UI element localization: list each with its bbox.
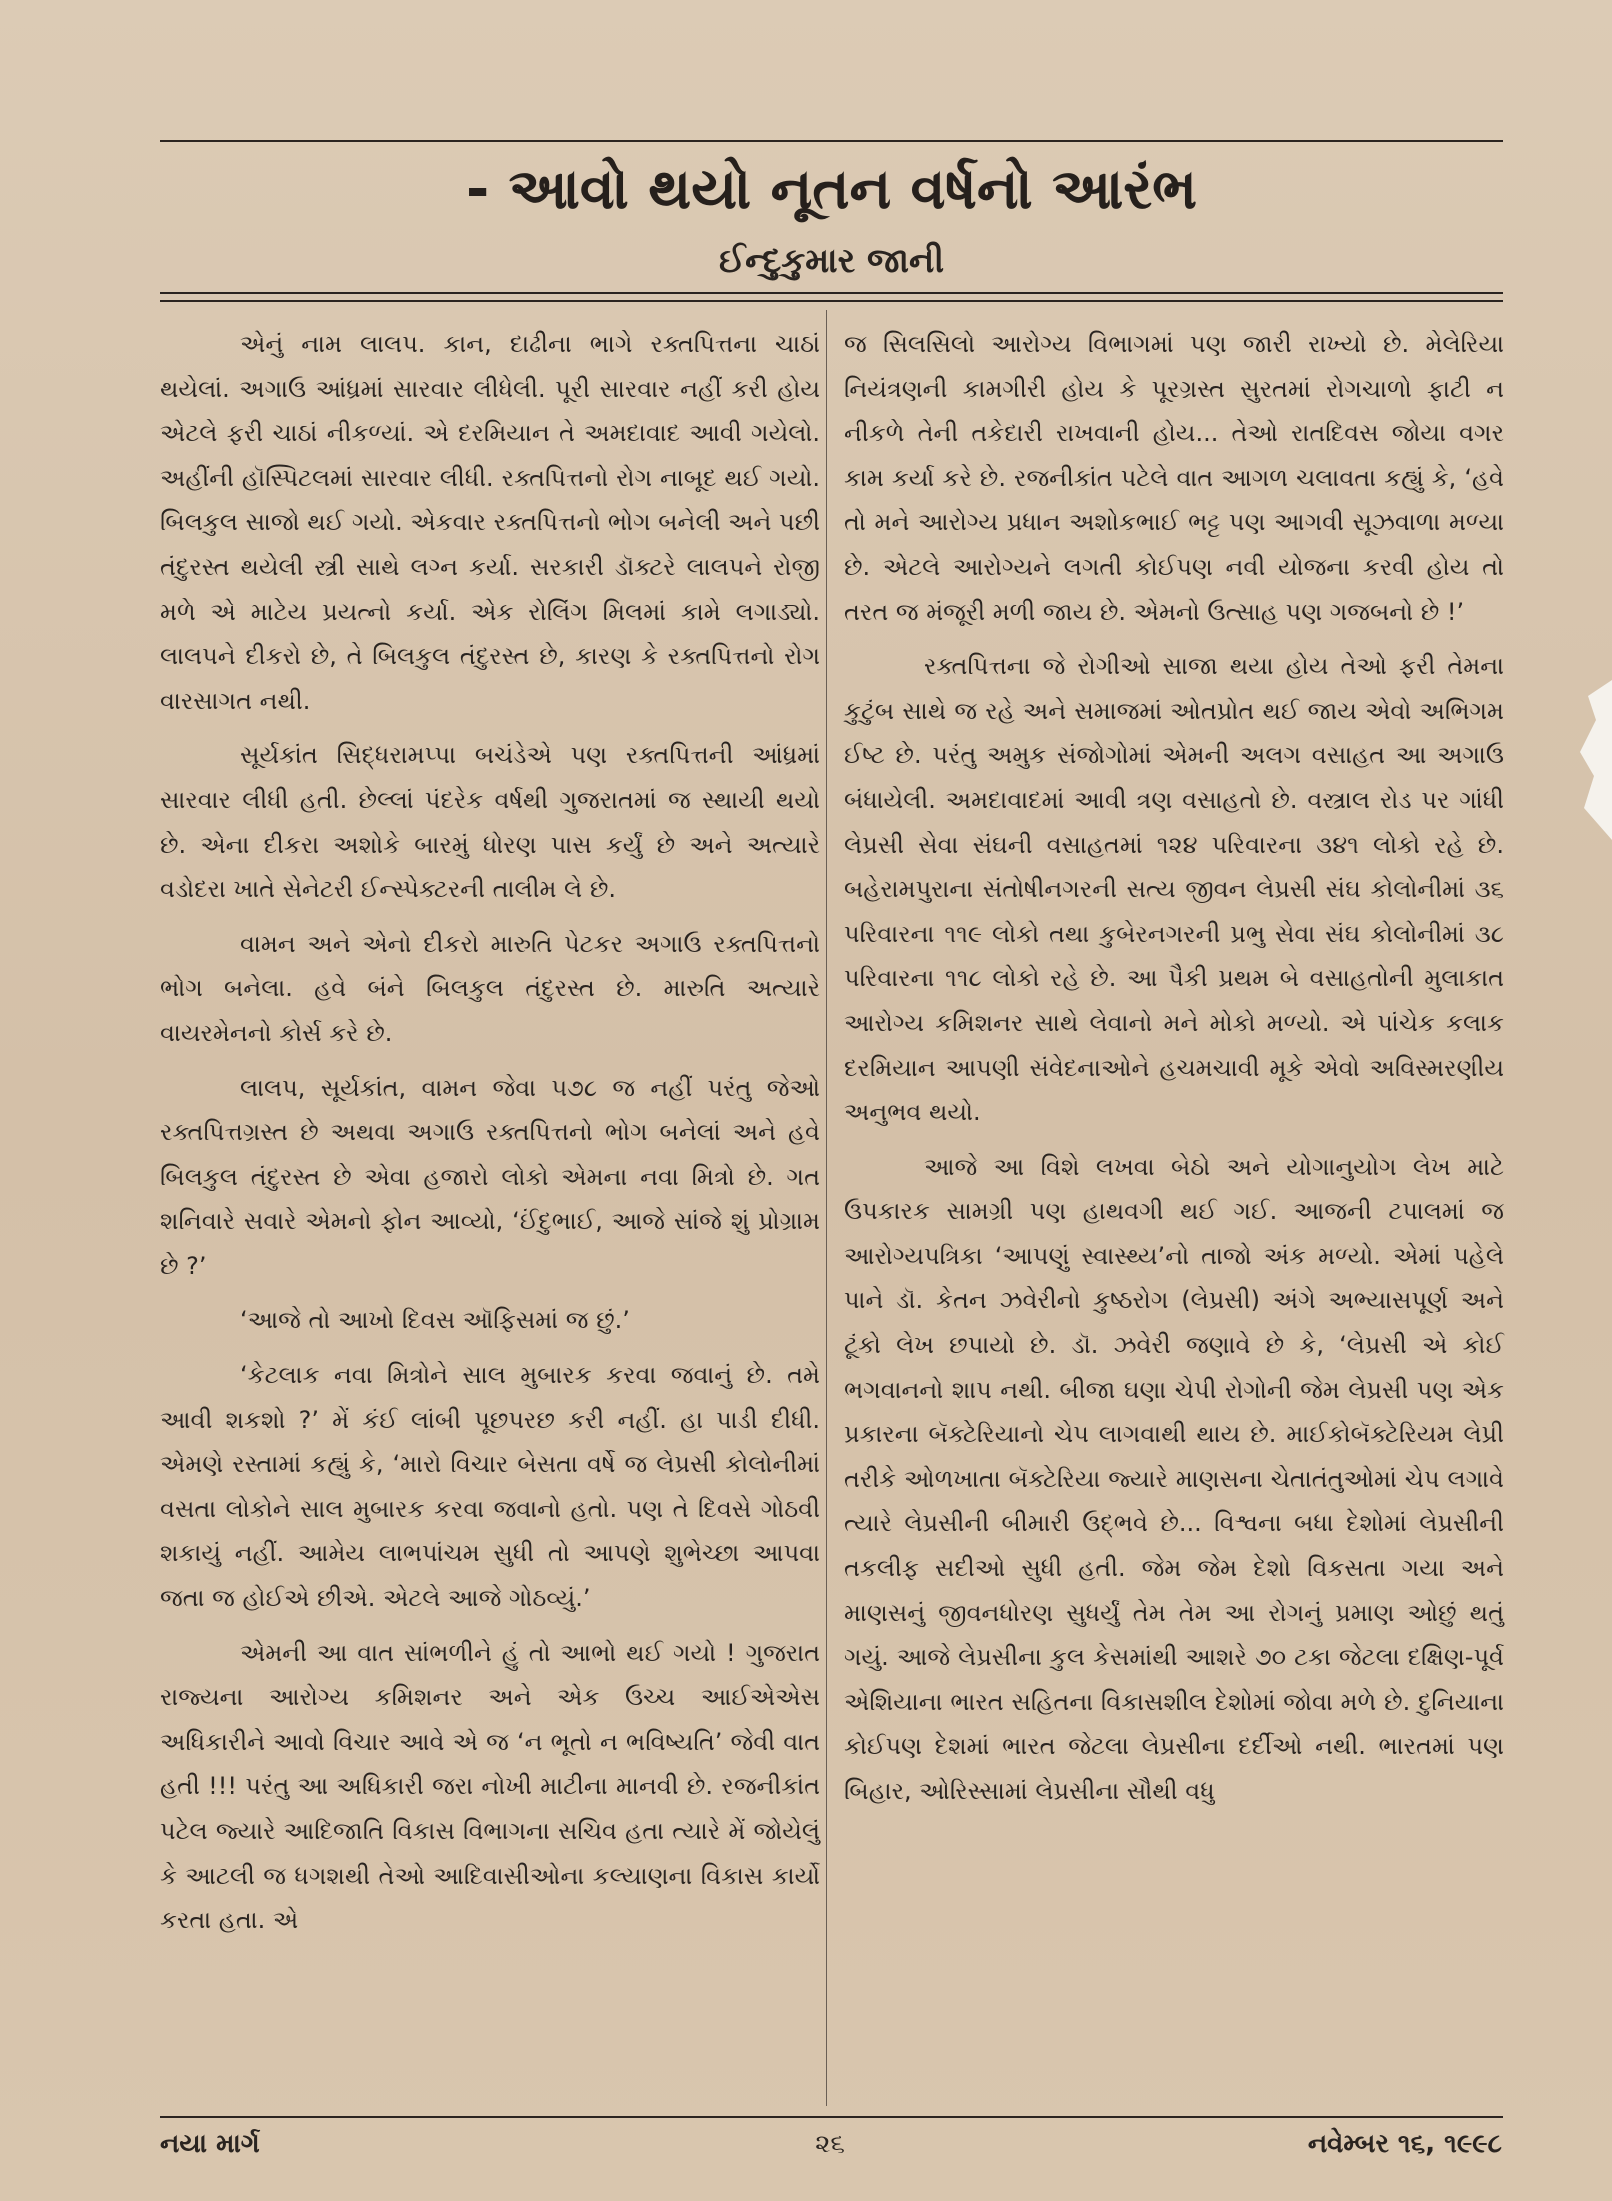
paragraph: ‘આજે તો આખો દિવસ ઑફિસમાં જ છું.’ (240, 1306, 630, 1335)
paragraph: સૂર્યકાંત સિદ્ધરામપ્પા બચંડેએ પણ રક્તપિત્તની આંધ્રમાં સારવાર લીધી હતી. છેલ્લાં પંદરેક વર્ષથી ગુજરાતમાં જ સ્થાયી થયો છે. એના દીકરા અશોકે બારમું ધોરણ પાસ કર્યું છે અને અત્યારે વડોદરા ખાતે સેનેટરી ઈન્સ્પેક્ટરની તાલીમ લે છે. (160, 741, 820, 904)
page-number: ૨૬ (815, 2129, 845, 2159)
paragraph: વામન અને એનો દીકરો મારુતિ પેટકર અગાઉ રક્તપિત્તનો ભોગ બનેલા. હવે બંને બિલકુલ તંદુરસ્ત છે. મારુતિ અત્યારે વાયરમેનનો કોર્સ કરે છે. (160, 929, 820, 1047)
torn-edge (1572, 680, 1612, 840)
article-title: - આવો થયો નૂતન વર્ષનો આરંભ (465, 157, 1198, 222)
paragraph: એનું નામ લાલપ. કાન, દાઢીના ભાગે રક્તપિત્તના ચાઠાં થયેલાં. અગાઉ આંધ્રમાં સારવાર લીધેલી. પૂરી સારવાર નહીં કરી હોય એટલે ફરી ચાઠાં નીકળ્યાં. એ દરમિયાન તે અમદાવાદ આવી ગયેલો. અહીંની હૉસ્પિટલમાં સારવાર લીધી. રક્તપિત્તનો રોગ નાબૂદ થઈ ગયો. બિલકુલ સાજો થઈ ગયો. એકવાર રક્તપિત્તનો ભોગ બનેલી અને પછી તંદુરસ્ત થયેલી સ્ત્રી સાથે લગ્ન કર્યા. સરકારી ડૉક્ટરે લાલપને રોજી મળે એ માટેય પ્રયત્નો કર્યા. એક રોલિંગ મિલમાં કામે લગાડ્યો. લાલપને દીકરો છે, તે બિલકુલ તંદુરસ્ત છે, કારણ કે રક્તપિત્તનો રોગ વારસાગત નથી. (160, 330, 820, 715)
paragraph: ‘કેટલાક નવા મિત્રોને સાલ મુબારક કરવા જવાનું છે. તમે આવી શકશો ?’ મેં કંઈ લાંબી પૂછપરછ કરી નહીં. હા પાડી દીધી. એમણે રસ્તામાં કહ્યું કે, ‘મારો વિચાર બેસતા વર્ષે જ લેપ્રસી કોલોનીમાં વસતા લોકોને સાલ મુબારક કરવા જવાનો હતો. પણ તે દિવસે ગોઠવી શકાયું નહીં. આમેય લાભપાંચમ સુધી તો આપણે શુભેચ્છા આપવા જતા જ હોઈએ છીએ. એટલે આજે ગોઠવ્યું.’ (160, 1361, 820, 1613)
footer-rule (160, 2116, 1503, 2118)
right-column (844, 322, 1504, 1814)
paragraph: આજે આ વિશે લખવા બેઠો અને યોગાનુયોગ લેખ માટે ઉપકારક સામગ્રી પણ હાથવગી થઈ ગઈ. આજની ટપાલમાં જ આરોગ્યપત્રિકા ‘આપણું સ્વાસ્થ્ય’નો તાજો અંક મળ્યો. એમાં પહેલે પાને ડૉ. કેતન ઝવેરીનો કુષ્ઠરોગ (લેપ્રસી) અંગે અભ્યાસપૂર્ણ અને ટૂંકો લેખ છપાયો છે. ડૉ. ઝવેરી જણાવે છે કે, ‘લેપ્રસી એ કોઈ ભગવાનનો શાપ નથી. બીજા ઘણા ચેપી રોગોની જેમ લેપ્રસી પણ એક પ્રકારના બૅક્ટેરિયાનો ચેપ લાગવાથી થાય છે. માઈકોબૅક્ટેરિયમ લેપ્રી તરીકે ઓળખાતા બૅક્ટેરિયા જ્યારે માણસના ચેતાતંતુઓમાં ચેપ લગાવે ત્યારે લેપ્રસીની બીમારી ઉદ્ભવે છે... વિશ્વના બધા દેશોમાં લેપ્રસીની તકલીફ સદીઓ સુધી હતી. જેમ જેમ દેશો વિકસતા ગયા અને માણસનું જીવનધોરણ સુધર્યું તેમ તેમ આ રોગનું પ્રમાણ ઓછું થતું ગયું. આજે લેપ્રસીના કુલ કેસમાંથી આશરે ૭૦ ટકા જેટલા દક્ષિણ-પૂર્વ એશિયાના ભારત સહિતના વિકાસશીલ દેશોમાં જોવા મળે છે. દુનિયાના કોઈપણ દેશમાં ભારત જેટલા લેપ્રસીના દર્દીઓ નથી. ભારતમાં પણ બિહાર, ઓરિસ્સામાં લેપ્રસીના સૌથી વધુ (844, 1152, 1504, 1805)
author-rule (160, 292, 1503, 294)
paragraph: એમની આ વાત સાંભળીને હું તો આભો થઈ ગયો ! ગુજરાત રાજ્યના આરોગ્ય કમિશનર અને એક ઉચ્ચ આઈએએસ અધિકારીને આવો વિચાર આવે એ જ ‘ન ભૂતો ન ભવિષ્યતિ’ જેવી વાત હતી !!! પરંતુ આ અધિકારી જરા નોખી માટીના માનવી છે. રજનીકાંત પટેલ જ્યારે આદિજાતિ વિકાસ વિભાગના સચિવ હતા ત્યારે મેં જોયેલું કે આટલી જ ધગશથી તેઓ આદિવાસીઓના કલ્યાણના વિકાસ કાર્યો કરતા હતા. એ (160, 1638, 820, 1935)
left-column (160, 322, 820, 1943)
paragraph: જ સિલસિલો આરોગ્ય વિભાગમાં પણ જારી રાખ્યો છે. મેલેરિયા નિયંત્રણની કામગીરી હોય કે પૂરગ્રસ્ત સુરતમાં રોગચાળો ફાટી ન નીકળે તેની તકેદારી રાખવાની હોય... તેઓ રાતદિવસ જોયા વગર કામ કર્યા કરે છે. રજનીકાંત પટેલે વાત આગળ ચલાવતા કહ્યું કે, ‘હવે તો મને આરોગ્ય પ્રધાન અશોકભાઈ ભટ્ટ પણ આગવી સૂઝવાળા મળ્યા છે. એટલે આરોગ્યને લગતી કોઈપણ નવી યોજના કરવી હોય તો તરત જ મંજૂરી મળી જાય છે. એમનો ઉત્સાહ પણ ગજબનો છે !’ (844, 330, 1505, 626)
top-rule (160, 140, 1503, 142)
publication-name: નયા માર્ગ (160, 2129, 260, 2159)
article-author: ઈન્દુકુમાર જાની (718, 241, 945, 281)
paragraph: રક્તપિત્તના જે રોગીઓ સાજા થયા હોય તેઓ ફરી તેમના કુટુંબ સાથે જ રહે અને સમાજમાં ઓતપ્રોત થઈ જાય એવો અભિગમ ઈષ્ટ છે. પરંતુ અમુક સંજોગોમાં એમની અલગ વસાહત આ અગાઉ બંધાયેલી. અમદાવાદમાં આવી ત્રણ વસાહતો છે. વસ્ત્રાલ રોડ પર ગાંધી લેપ્રસી સેવા સંઘની વસાહતમાં ૧૨૪ પરિવારના ૩૪૧ લોકો રહે છે. બહેરામપુરાના સંતોષીનગરની સત્ય જીવન લેપ્રસી સંઘ કોલોનીમાં ૩૬ પરિવારના ૧૧૯ લોકો તથા કુબેરનગરની પ્રભુ સેવા સંઘ કોલોનીમાં ૩૮ પરિવારના ૧૧૮ લોકો રહે છે. આ પૈકી પ્રથમ બે વસાહતોની મુલાકાત આરોગ્ય કમિશનર સાથે લેવાનો મને મોકો મળ્યો. એ પાંચેક કલાક દરમિયાન આપણી સંવેદનાઓને હચમચાવી મૂકે એવો અવિસ્મરણીય અનુભવ થયો. (844, 652, 1504, 1127)
paragraph: લાલપ, સૂર્યકાંત, વામન જેવા ૫૭૮ જ નહીં પરંતુ જેઓ રક્તપિત્તગ્રસ્ત છે અથવા અગાઉ રક્તપિત્તનો ભોગ બનેલાં અને હવે બિલકુલ તંદુરસ્ત છે એવા હજારો લોકો એમના નવા મિત્રો છે. ગત શનિવારે સવારે એમનો ફોન આવ્યો, ‘ઈંદુભાઈ, આજે સાંજે શું પ્રોગ્રામ છે ?’ (160, 1073, 820, 1280)
author-rule (160, 300, 1503, 302)
column-divider (826, 310, 827, 2106)
issue-date: નવેમ્બર ૧૬, ૧૯૯૮ (1307, 2129, 1502, 2159)
